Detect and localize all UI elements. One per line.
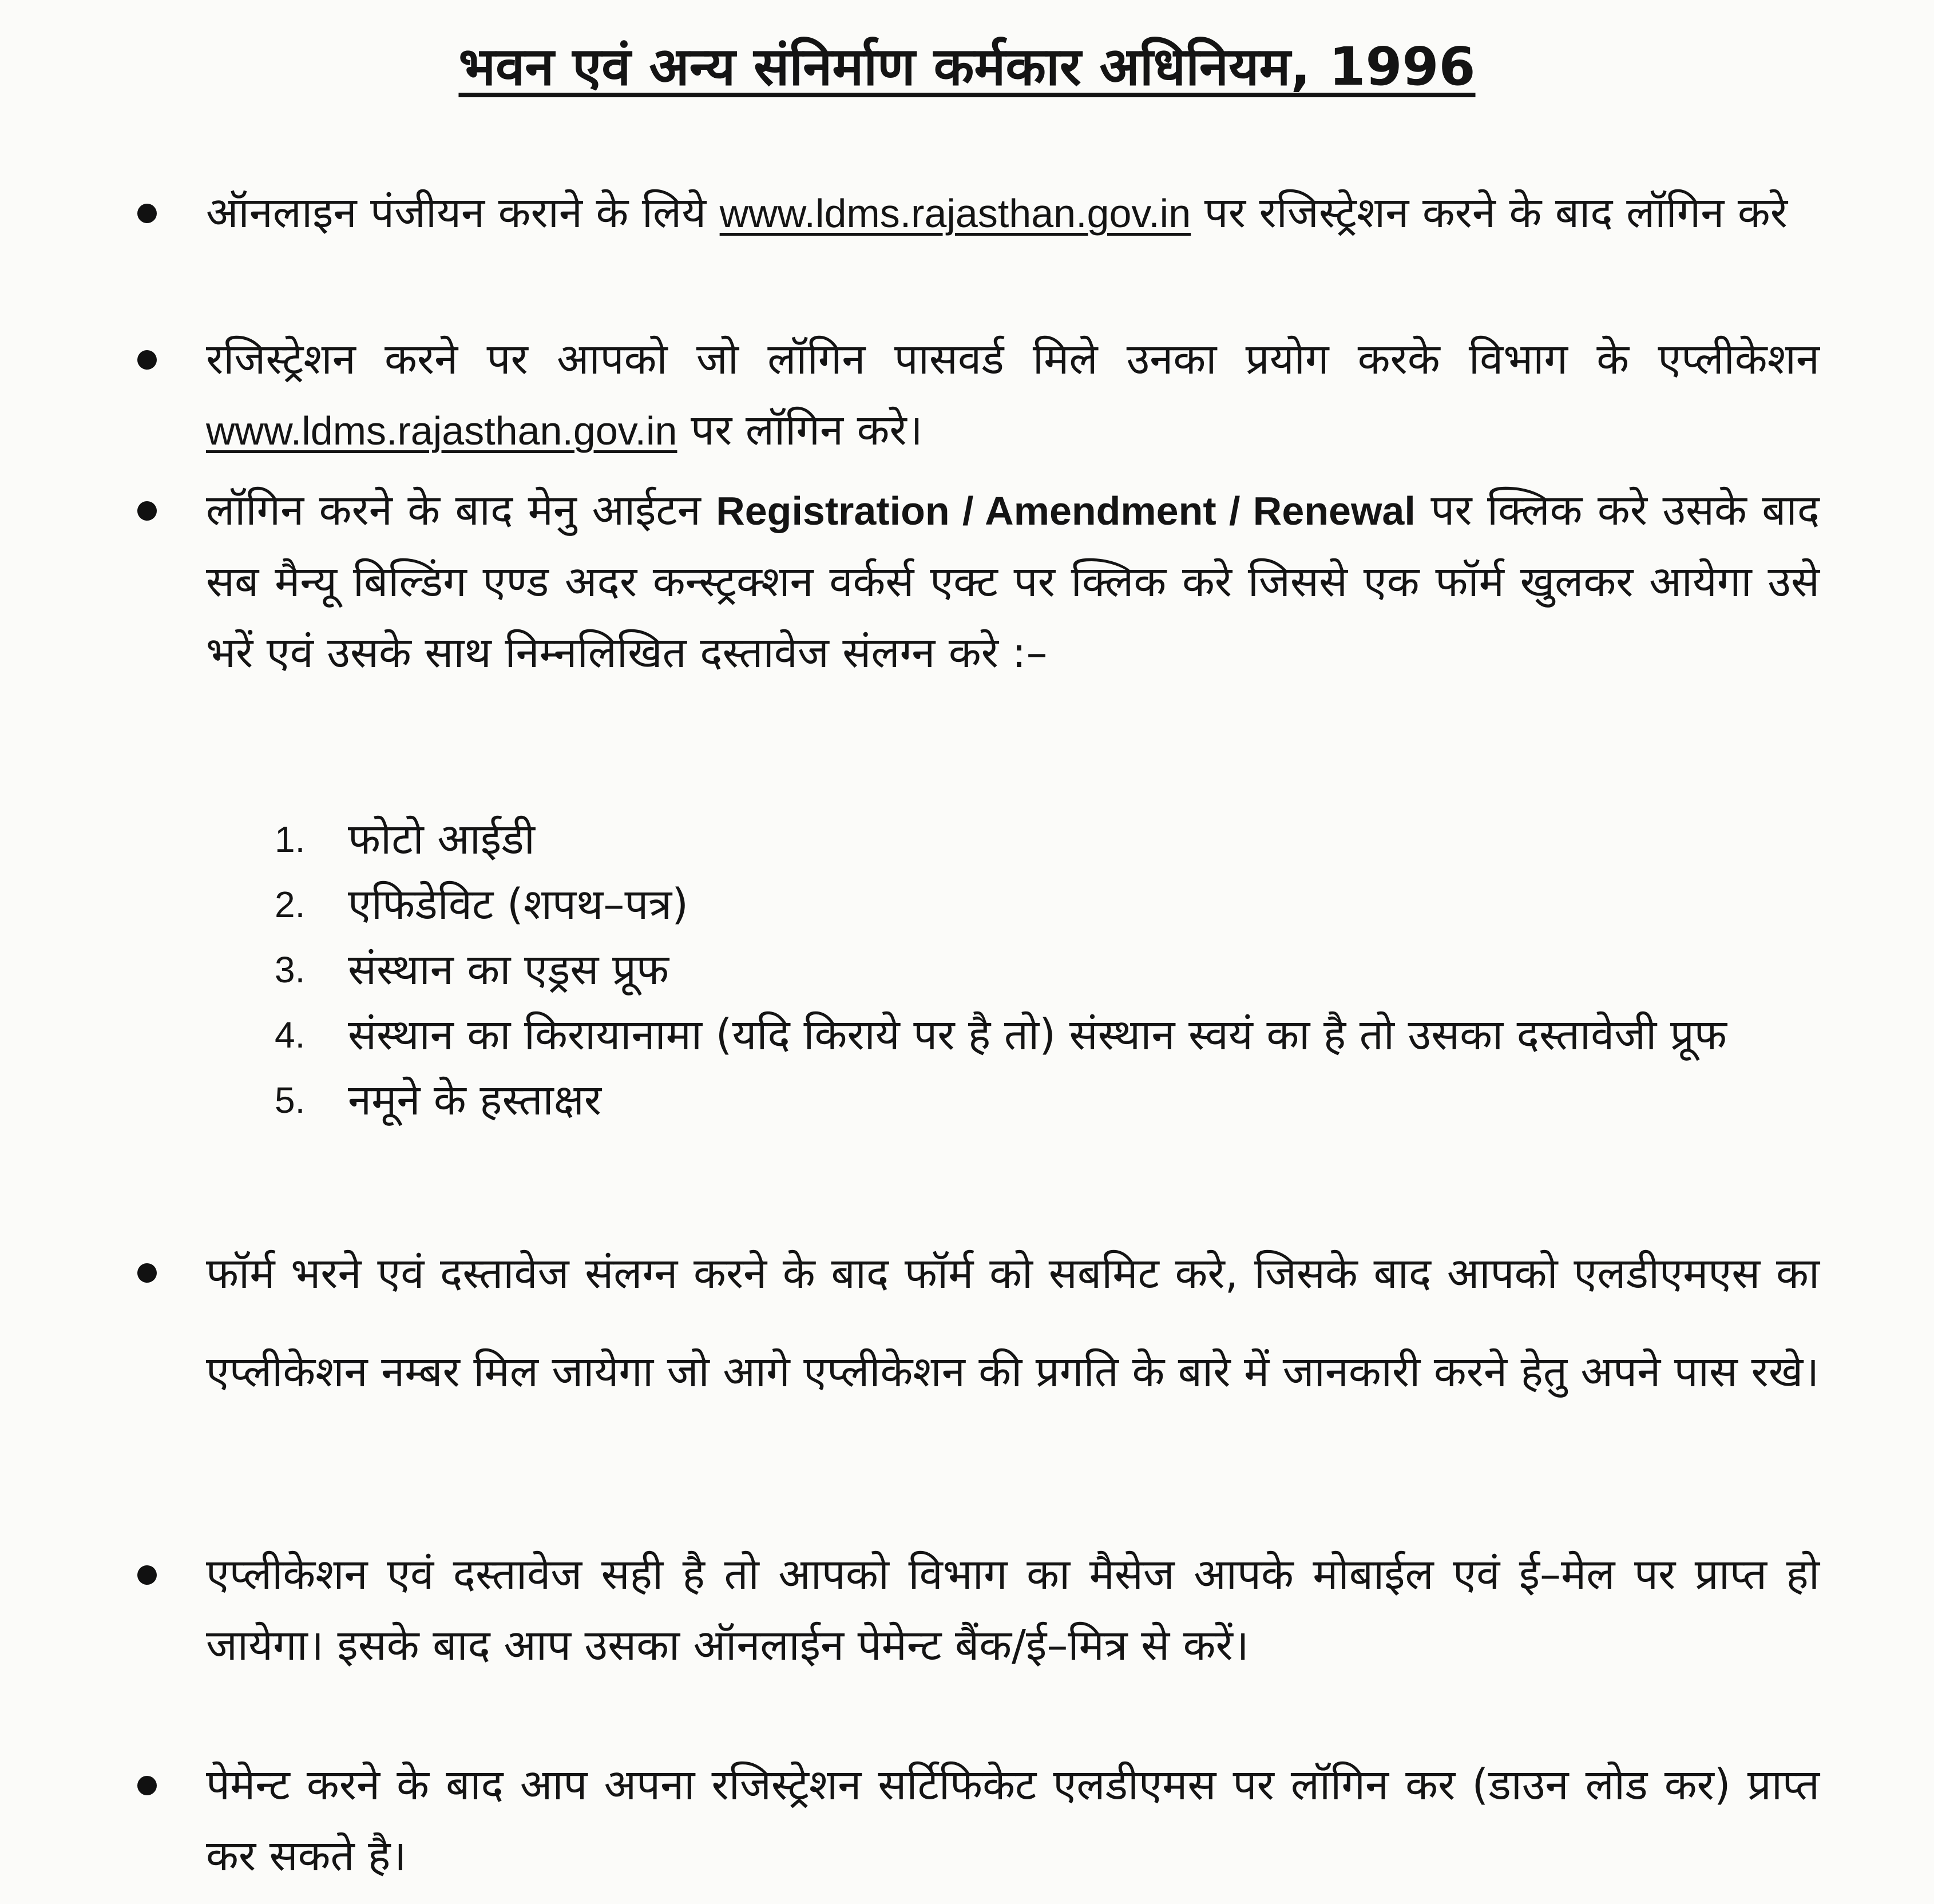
list-number: 3. (275, 949, 306, 990)
bullet-text: पेमेन्ट करने के बाद आप अपना रजिस्ट्रेशन सर्टिफिकेट एलडीएमस पर लॉगिन कर (डाउन लोड कर) प्राप्त कर सकते है। (206, 1760, 1820, 1881)
bullet-text: ऑनलाइन पंजीयन कराने के लिये (206, 188, 720, 237)
ldms-link[interactable]: www.ldms.rajasthan.gov.in (206, 408, 677, 453)
bullet-text: फॉर्म भरने एवं दस्तावेज संलग्न करने के बाद फॉर्म को सबमिट करे, जिसके बाद आपको एलडीएमएस का एप्लीकेशन नम्बर मिल जायेगा जो आगे एप्लीकेशन की प्रगति के बारे में जानकारी करने हेतु अपने पास रखे। (206, 1249, 1820, 1397)
ldms-link[interactable]: www.ldms.rajasthan.gov.in (719, 191, 1191, 236)
bullet-login-instructions (206, 324, 1820, 466)
bullet-submit-form (206, 1224, 1820, 1421)
list-number: 2. (275, 884, 306, 925)
list-item (275, 1002, 1820, 1068)
list-number: 1. (275, 819, 306, 860)
list-item-text: एफिडेविट (शपथ–पत्र) (348, 880, 689, 929)
bullet-menu-instructions (206, 475, 1820, 688)
bullet-text: पर लॉगिन करे। (677, 406, 923, 455)
list-item-text: संस्थान का किरायानामा (यदि किराये पर है तो) संस्थान स्वयं का है तो उसका दस्तावेजी प्रूफ (348, 1010, 1727, 1060)
list-number: 4. (275, 1014, 306, 1056)
document-title (0, 30, 1934, 104)
bullet-certificate (206, 1750, 1820, 1891)
list-item (275, 937, 1820, 1002)
document-title-text: भवन एवं अन्य संनिर्माण कर्मकार अधिनियम, 1996 (458, 36, 1476, 97)
list-item-text: नमूने के हस्ताक्षर (348, 1076, 602, 1125)
bullet-online-registration (206, 177, 1820, 249)
bullet-text: पर रजिस्ट्रेशन करने के बाद लॉगिन करे (1191, 188, 1788, 237)
menu-item-name: Registration / Amendment / Renewal (716, 489, 1416, 533)
bullet-text: रजिस्ट्रेशन करने पर आपको जो लॉगिन पासवर्ड मिले उनका प्रयोग करके विभाग के एप्लीकेशन (206, 335, 1820, 384)
list-item (275, 807, 1820, 872)
bullet-text: लॉगिन करने के बाद मेनु आईटन (206, 486, 716, 535)
list-item-text: फोटो आईडी (348, 815, 535, 864)
list-number: 5. (275, 1080, 306, 1121)
bullet-text: एप्लीकेशन एवं दस्तावेज सही है तो आपको विभाग का मैसेज आपके मोबाईल एवं ई–मेल पर प्राप्त हो जायेगा। इसके बाद आप उसका ऑनलाईन पेमेन्ट बैंक/ई–मित्र से करें। (206, 1550, 1820, 1670)
list-item (275, 1068, 1820, 1133)
list-item (275, 872, 1820, 937)
list-item-text: संस्थान का एड्रस प्रूफ (348, 945, 669, 994)
bullet-text: पर क्लिक करे उसके बाद सब मैन्यू बिल्डिंग एण्ड अदर कन्स्ट्रक्शन वर्कर्स एक्ट पर क्लिक करे जिससे एक फॉर्म खुलकर आयेगा उसे भरें एवं उसके साथ निम्नलिखित दस्तावेज संलग्न करे :– (206, 486, 1820, 677)
required-documents-list (275, 807, 1820, 1133)
bullet-payment (206, 1539, 1820, 1681)
